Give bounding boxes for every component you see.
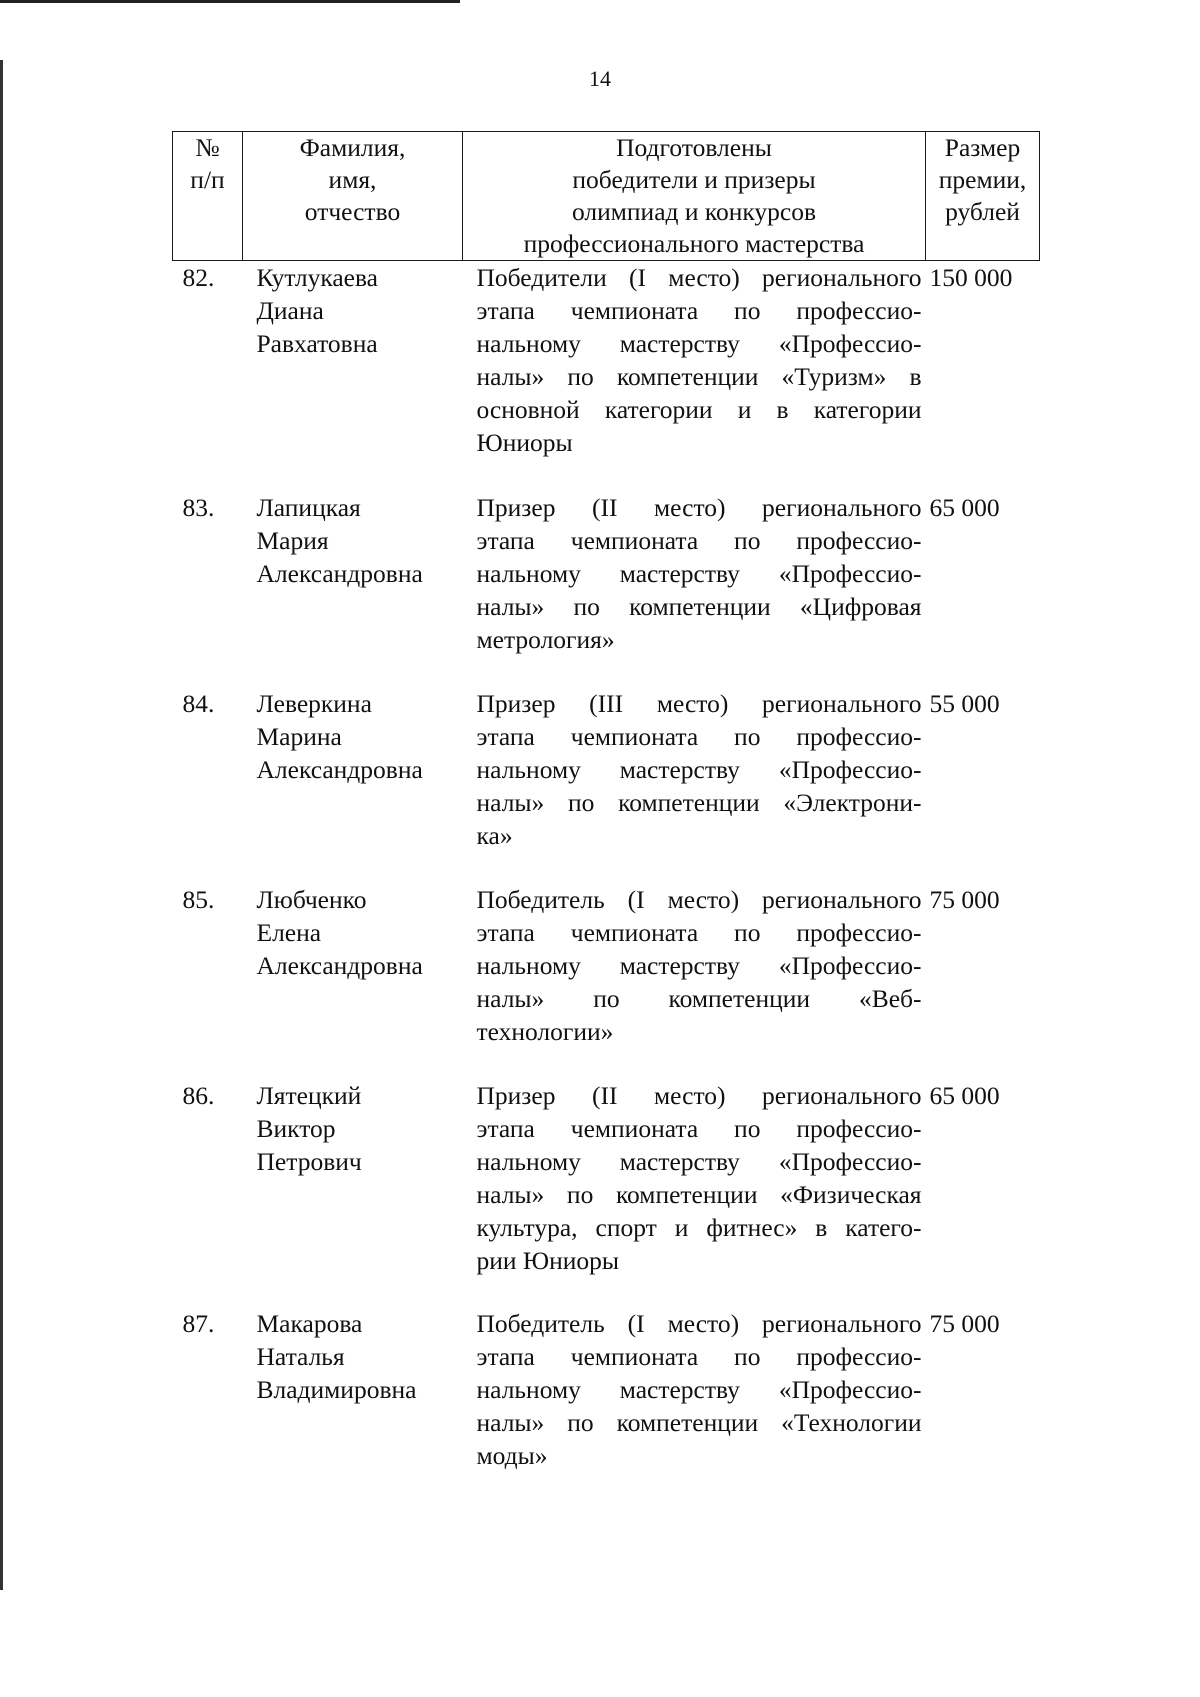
row-name: Леверкина Марина Александровна (256, 688, 423, 784)
awards-table (172, 131, 1040, 1503)
row-name: Лапицкая Мария Александровна (256, 492, 423, 588)
row-achievement: Победитель (I место) регионального этапа чемпионата по профессио- нальному мастерству «Профессио- налы» по компетенции «Технологии моды» (476, 1308, 922, 1470)
row-achievement: Призер (II место) регионального этапа чемпионата по профессио- нальному мастерству «Профессио- налы» по компетенции «Цифровая метрология» (476, 492, 922, 654)
page-number: 14 (589, 66, 611, 91)
row-number: 86. (182, 1080, 215, 1110)
row-prize: 75 000 (929, 1308, 1000, 1338)
row-number: 84. (182, 688, 215, 718)
scan-edge-left (0, 60, 3, 1590)
table-row (173, 1307, 1040, 1503)
header-number: № п/п (173, 132, 243, 261)
table-row (173, 687, 1040, 883)
table-row (173, 883, 1040, 1079)
row-prize: 55 000 (929, 688, 1000, 718)
row-prize: 75 000 (929, 884, 1000, 914)
row-number: 82. (182, 263, 215, 292)
row-number: 85. (182, 884, 215, 914)
row-achievement: Победители (I место) регионального этапа чемпионата по профессио- нальному мастерству «Профессио- налы» по компетенции «Туризм» в основной категории и в категории Юниоры (476, 263, 922, 457)
row-achievement: Призер (III место) регионального этапа чемпионата по профессио- нальному мастерству «Профессио- налы» по компетенции «Электрони- ка» (476, 688, 922, 850)
row-number: 83. (182, 492, 215, 522)
row-prize: 65 000 (929, 492, 1000, 522)
header-achievement: Подготовлены победители и призеры олимпиад и конкурсов профессионального мастерства (463, 132, 926, 261)
table-header (173, 132, 1040, 261)
row-prize: 150 000 (929, 263, 1013, 292)
row-number: 87. (182, 1308, 215, 1338)
header-prize: Размер премии, рублей (926, 132, 1040, 261)
row-name: Любченко Елена Александровна (256, 884, 423, 980)
table-row (173, 1079, 1040, 1307)
row-achievement: Победитель (I место) регионального этапа чемпионата по профессио- нальному мастерству «Профессио- налы» по компетенции «Веб- технологии» (476, 884, 922, 1046)
scan-edge-top (0, 0, 460, 3)
row-name: Лятецкий Виктор Петрович (256, 1080, 362, 1176)
row-name: Макарова Наталья Владимировна (256, 1308, 417, 1404)
table-row (173, 491, 1040, 687)
header-name: Фамилия, имя, отчество (243, 132, 463, 261)
row-achievement: Призер (II место) регионального этапа чемпионата по профессио- нальному мастерству «Профессио- налы» по компетенции «Физическая культура, спорт и фитнес» в катего- рии Юниоры (476, 1080, 922, 1275)
row-name: Кутлукаева Диана Равхатовна (256, 263, 378, 358)
row-prize: 65 000 (929, 1080, 1000, 1110)
table-row (173, 261, 1040, 491)
